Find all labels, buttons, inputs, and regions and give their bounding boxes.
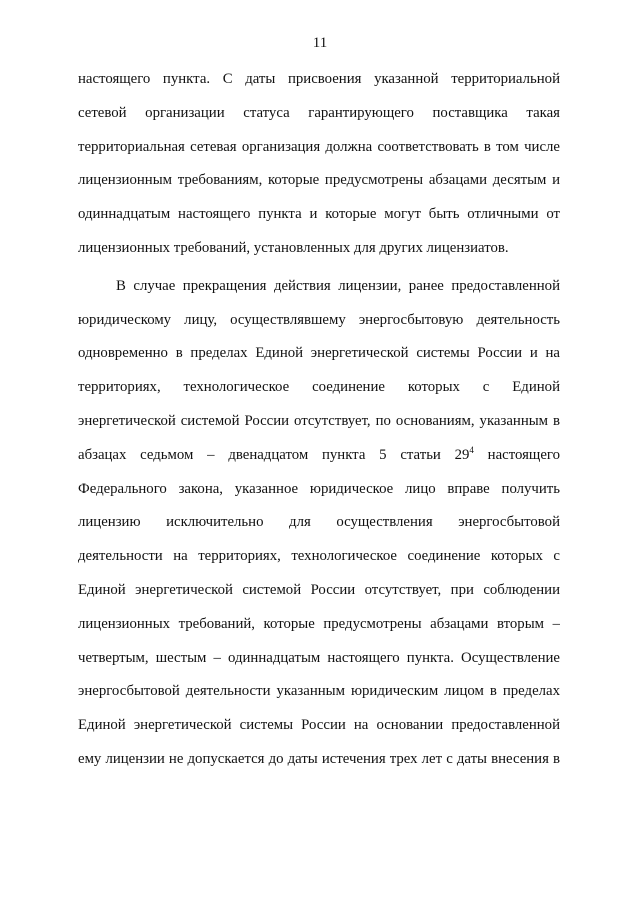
text-segment: абзацах седьмом – двенадцатом пункта 5 статьи 29 [78, 446, 470, 463]
text-line: Федерального закона, указанное юридическое лицо вправе получить [78, 480, 560, 497]
text-line: территориях, технологическое соединение которых с Единой [78, 379, 560, 396]
text-line: энергосбытовой деятельности указанным юридическим лицом в пределах [78, 683, 560, 700]
page-number: 11 [312, 35, 328, 51]
text-line: лицензионных требований, которые предусмотрены абзацами вторым – [78, 615, 560, 632]
text-line: Единой энергетической системы России на основании предоставленной [78, 717, 560, 734]
text-line-with-superscript [78, 439, 560, 473]
text-line: территориальная сетевая организация должна соответствовать в том числе [78, 138, 560, 155]
text-line: деятельности на территориях, технологическое соединение которых с [78, 548, 560, 565]
text-line: настоящего пункта. С даты присвоения указанной территориальной [78, 71, 560, 87]
text-line: В случае прекращения действия лицензии, ранее предоставленной [116, 277, 560, 294]
superscript: 4 [469, 444, 474, 455]
text-line: лицензию исключительно для осуществления энергосбытовой [78, 514, 560, 531]
text-line: одиннадцатым настоящего пункта и которые могут быть отличными от [78, 206, 560, 223]
text-line: Единой энергетической системой России отсутствует, при соблюдении [78, 581, 560, 598]
text-line: юридическому лицу, осуществлявшему энергосбытовую деятельность [78, 311, 560, 328]
text-line: четвертым, шестым – одиннадцатым настоящего пункта. Осуществление [78, 649, 560, 666]
text-line: энергетической системой России отсутствует, по основаниям, указанным в [78, 412, 560, 429]
text-line: одновременно в пределах Единой энергетической системы России и на [78, 345, 560, 362]
text-line: лицензионных требований, установленных для других лицензиатов. [78, 239, 509, 256]
paragraph-1 [78, 63, 560, 266]
document-body [78, 63, 560, 777]
text-line: ему лицензии не допускается до даты истечения трех лет с даты внесения в [78, 750, 560, 767]
text-line: лицензионным требованиям, которые предусмотрены абзацами десятым и [78, 172, 560, 189]
paragraph-2 [78, 270, 560, 777]
text-line: сетевой организации статуса гарантирующего поставщика такая [78, 104, 560, 121]
text-segment: настоящего [473, 446, 560, 463]
